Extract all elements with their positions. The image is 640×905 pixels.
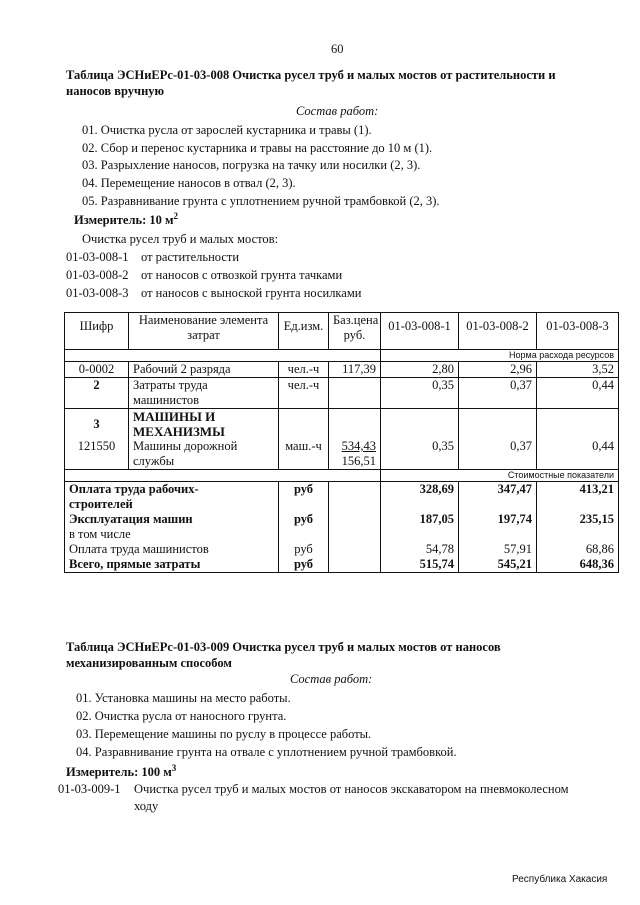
work-item-4: 04. Перемещение наносов в отвал (2, 3).	[82, 176, 296, 190]
item-text-1: от растительности	[141, 250, 240, 264]
measure-1: Измеритель: 10 $м^2$	[74, 211, 179, 228]
header-code: Шифр	[65, 313, 129, 350]
row-name: Рабочий 2 разряда	[129, 362, 279, 378]
cost-name: Эксплуатация машин	[65, 512, 279, 527]
total-row	[65, 557, 619, 573]
work-item-5: 05. Разравнивание грунта с уплотнением ручной трамбовкой (2, 3).	[82, 194, 440, 208]
cost-name: в том числе	[65, 527, 279, 542]
header-base-price: Баз.цена руб.	[329, 313, 381, 350]
table-row	[65, 439, 619, 470]
footer-region: Республика Хакасия	[512, 874, 608, 885]
table1-title-line1: Таблица ЭСНиЕРс-01-03-008 Очистка русел труб и малых мостов от растительности и	[66, 68, 556, 82]
machines-section-row	[65, 409, 619, 440]
table2-title-line1: Таблица ЭСНиЕРс-01-03-009 Очистка русел труб и малых мостов от наносов	[66, 640, 501, 654]
item2-text-line2: ходу	[134, 799, 159, 813]
cost-v2: 545,21	[459, 557, 537, 573]
item2-text-line1: Очистка русел труб и малых мостов от наносов экскаватором на пневмоколесном	[134, 782, 569, 796]
item-code-1: 01-03-008-1	[66, 250, 129, 264]
cost-v1: 54,78	[381, 542, 459, 557]
cost-v1: 328,69	[381, 482, 459, 513]
item-code-3: 01-03-008-3	[66, 286, 129, 300]
cost-v3: 648,36	[537, 557, 619, 573]
row-name: Машины дорожной службы	[129, 439, 279, 470]
cost-unit: руб	[279, 512, 329, 527]
cost-v3: 235,15	[537, 512, 619, 527]
row-name: Затраты труда машинистов	[129, 378, 279, 409]
cost-row	[65, 482, 619, 513]
row-v3: 0,44	[537, 439, 619, 470]
cost-unit: руб	[279, 557, 329, 573]
row-unit: маш.-ч	[279, 439, 329, 470]
work-item-3: 03. Разрыхление наносов, погрузка на тачку или носилки (2, 3).	[82, 158, 421, 172]
row-base: 117,39	[329, 362, 381, 378]
machines-title: МАШИНЫ И МЕХАНИЗМЫ	[129, 409, 279, 440]
cost-unit: руб	[279, 482, 329, 513]
stoim-label: Стоимостные показатели	[381, 470, 619, 482]
cost-name: Всего, прямые затраты	[65, 557, 279, 573]
sostav-label-1: Состав работ:	[296, 104, 379, 118]
row-v1: 0,35	[381, 378, 459, 409]
item-code-2: 01-03-008-2	[66, 268, 129, 282]
header-col1: 01-03-008-1	[381, 313, 459, 350]
header-unit: Ед.изм.	[279, 313, 329, 350]
row-v3: 3,52	[537, 362, 619, 378]
stoim-row	[65, 470, 619, 482]
row-base-1: 534,43	[341, 439, 376, 453]
items-intro: Очистка русел труб и малых мостов:	[82, 232, 279, 246]
work2-item-4: 04. Разравнивание грунта на отвале с уплотнением ручной трамбовкой.	[76, 745, 457, 759]
norma-row	[65, 350, 619, 362]
work-item-2: 02. Сбор и перенос кустарника и травы на расстояние до 10 м (1).	[82, 141, 433, 155]
cost-v3: 413,21	[537, 482, 619, 513]
work2-item-3: 03. Перемещение машины по руслу в процессе работы.	[76, 727, 372, 741]
cost-v2: 197,74	[459, 512, 537, 527]
item-text-2: от наносов с отвозкой грунта тачками	[141, 268, 343, 282]
header-col3: 01-03-008-3	[537, 313, 619, 350]
resource-table	[64, 312, 619, 573]
work-item-1: 01. Очистка русла от зарослей кустарника и травы (1).	[82, 123, 372, 137]
row-unit: чел.-ч	[279, 362, 329, 378]
cost-v1: 515,74	[381, 557, 459, 573]
row-v1: 0,35	[381, 439, 459, 470]
row-v1: 2,80	[381, 362, 459, 378]
cost-row	[65, 527, 619, 542]
row-v3: 0,44	[537, 378, 619, 409]
work2-item-1: 01. Установка машины на место работы.	[76, 691, 291, 705]
cost-v3: 68,86	[537, 542, 619, 557]
row-code: 0-0002	[65, 362, 129, 378]
row-base	[329, 378, 381, 409]
header-col2: 01-03-008-2	[459, 313, 537, 350]
cost-name: Оплата труда машинистов	[65, 542, 279, 557]
row-v2: 0,37	[459, 378, 537, 409]
table1-title-line2: наносов вручную	[66, 84, 165, 98]
cost-v2: 347,47	[459, 482, 537, 513]
table-header-row	[65, 313, 619, 350]
page-number: 60	[331, 42, 344, 56]
row-code: 2	[65, 378, 129, 409]
cost-v1: 187,05	[381, 512, 459, 527]
row-base-2: 156,51	[341, 454, 376, 468]
cost-v2: 57,91	[459, 542, 537, 557]
table-row	[65, 362, 619, 378]
row-base	[329, 439, 381, 470]
cost-name: Оплата труда рабочих-строителей	[65, 482, 279, 513]
header-name: Наименование элемента затрат	[129, 313, 279, 350]
row-code: 121550	[65, 439, 129, 470]
cost-row	[65, 542, 619, 557]
row-v2: 2,96	[459, 362, 537, 378]
cost-unit: руб	[279, 542, 329, 557]
row-unit: чел.-ч	[279, 378, 329, 409]
cost-row	[65, 512, 619, 527]
table-row	[65, 378, 619, 409]
table2-title-line2: механизированным способом	[66, 656, 232, 670]
item2-code: 01-03-009-1	[58, 782, 121, 796]
sostav-label-2: Состав работ:	[290, 672, 373, 686]
work2-item-2: 02. Очистка русла от наносного грунта.	[76, 709, 287, 723]
row-v2: 0,37	[459, 439, 537, 470]
norma-label: Норма расхода ресурсов	[381, 350, 619, 362]
machines-code: 3	[65, 409, 129, 440]
item-text-3: от наносов с выноской грунта носилками	[141, 286, 362, 300]
measure-2: Измеритель: 100 $м^3$	[66, 763, 177, 780]
